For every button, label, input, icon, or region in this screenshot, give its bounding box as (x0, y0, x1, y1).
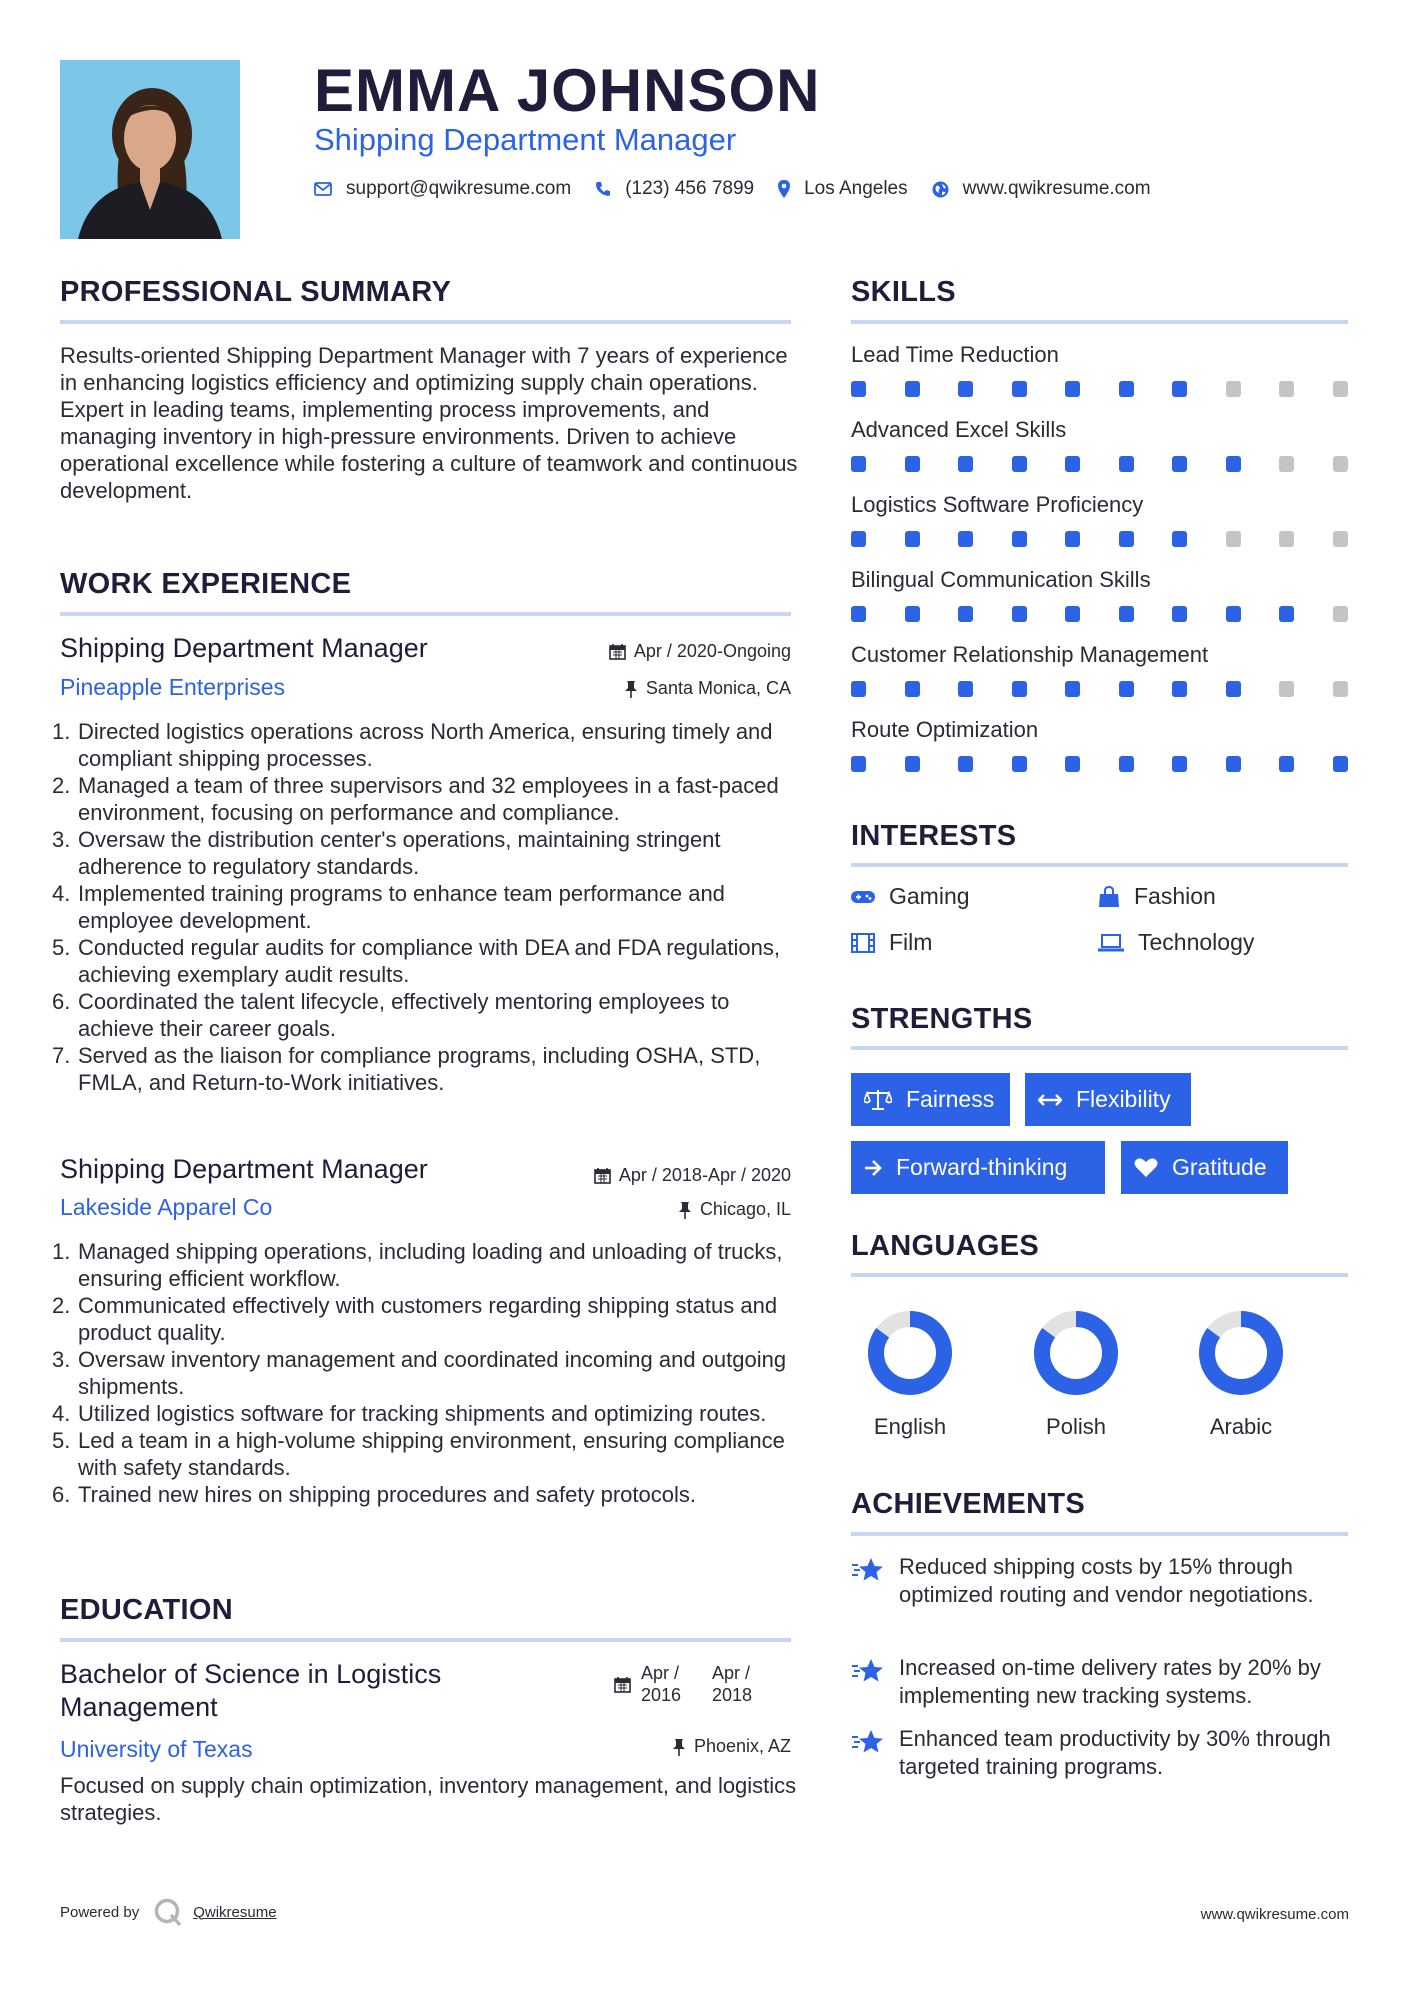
interest-label: Film (889, 929, 933, 955)
rating-dot-filled (1012, 531, 1027, 547)
job-location (520, 678, 791, 699)
list-item: 6. Trained new hires on shipping procedures and safety protocols. (52, 1482, 696, 1507)
rating-dot-filled (1065, 681, 1080, 697)
thumbtack-icon (678, 1201, 692, 1219)
language-name: Polish (1046, 1414, 1106, 1439)
rating-dot-filled (905, 606, 920, 622)
achievement-item (851, 1654, 1361, 1710)
job-dates (520, 641, 791, 662)
gamepad-icon (851, 889, 875, 905)
strengths-rule (851, 1046, 1348, 1050)
list-item: 5. Led a team in a high-volume shipping environment, ensuring compliance with safety standards. (52, 1428, 785, 1480)
contact-phone[interactable] (595, 178, 754, 200)
job-title: Shipping Department Manager (60, 633, 428, 663)
calendar-icon (609, 643, 626, 660)
edu-end-line: 2018 (712, 1685, 753, 1705)
footer-powered-by (60, 1897, 277, 1927)
rating-dot-empty (1226, 531, 1241, 547)
rating-dot-filled (1012, 456, 1027, 472)
skill-name: Customer Relationship Management (851, 642, 1209, 667)
rating-dot-filled (1012, 756, 1027, 772)
rating-dot-filled (851, 681, 866, 697)
rating-dot-filled (1012, 681, 1027, 697)
heart-icon (1134, 1157, 1158, 1178)
job-company: Pineapple Enterprises (60, 674, 286, 700)
job-bullets (48, 718, 808, 1096)
contact-location (778, 178, 908, 200)
phone-icon (595, 181, 611, 197)
language-proficiency-ring (867, 1310, 953, 1396)
degree-title-cont: Management (60, 1692, 218, 1722)
job-location (520, 1199, 791, 1220)
rating-dot-filled (1279, 606, 1294, 622)
skills-rule (851, 320, 1348, 324)
summary-heading: PROFESSIONAL SUMMARY (60, 276, 452, 308)
skills-heading: SKILLS (851, 276, 956, 308)
star-icon (851, 1553, 885, 1609)
experience-rule (60, 612, 791, 616)
strength-label: Forward-thinking (896, 1154, 1068, 1180)
edu-end-date (712, 1662, 752, 1706)
list-item: 1. Managed shipping operations, including loading and unloading of trucks, ensuring efficient workflow. (52, 1239, 783, 1291)
skill-name: Route Optimization (851, 717, 1039, 742)
rating-dot-filled (1012, 381, 1027, 397)
strength-label: Flexibility (1076, 1086, 1171, 1112)
skill-rating (851, 456, 1348, 472)
balance-scale-icon (864, 1089, 892, 1111)
edu-description: Focused on supply chain optimization, inventory management, and logistics strategies. (60, 1773, 797, 1825)
achievements-heading: ACHIEVEMENTS (851, 1488, 1086, 1520)
languages-rule (851, 1273, 1348, 1277)
skill-name: Logistics Software Proficiency (851, 492, 1144, 517)
edu-location-text: Phoenix, AZ (693, 1736, 791, 1756)
rating-dot-filled (1172, 681, 1187, 697)
strength-label: Fairness (906, 1086, 995, 1112)
rating-dot-empty (1333, 381, 1348, 397)
job-dates-text: Apr / 2018-Apr / 2020 (618, 1165, 791, 1185)
rating-dot-filled (905, 531, 920, 547)
interests-heading: INTERESTS (851, 820, 1017, 852)
rating-dot-empty (1226, 381, 1241, 397)
rating-dot-empty (1279, 531, 1294, 547)
list-item: 3. Oversaw inventory management and coordinated incoming and outgoing shipments. (52, 1347, 787, 1399)
language-proficiency-ring (1033, 1310, 1119, 1396)
rating-dot-filled (1119, 531, 1134, 547)
skill-name: Advanced Excel Skills (851, 417, 1067, 442)
language-item (1176, 1310, 1306, 1440)
rating-dot-filled (905, 456, 920, 472)
job-bullets (48, 1238, 808, 1508)
rating-dot-filled (1119, 381, 1134, 397)
powered-by-text: Powered by (60, 1903, 140, 1921)
contact-email[interactable] (314, 178, 571, 200)
rating-dot-filled (1119, 606, 1134, 622)
rating-dot-filled (1226, 606, 1241, 622)
strengths-heading: STRENGTHS (851, 1003, 1033, 1035)
rating-dot-empty (1279, 681, 1294, 697)
edu-start-line: Apr / (641, 1663, 680, 1683)
achievement-item (851, 1725, 1361, 1781)
summary-text: Results-oriented Shipping Department Manager with 7 years of experience in enhancing logistics efficiency and optimizing supply chain operations. Expert in leading teams, implementing process improvements, and managing inventory in high-pressure environments. Driven to achieve operational excellence while fostering a culture of teamwork and continuous development. (60, 343, 798, 503)
job-title: Shipping Department Manager (60, 1154, 428, 1184)
film-icon (851, 933, 875, 953)
thumbtack-icon (624, 680, 638, 698)
email-text: support@qwikresume.com (346, 178, 572, 199)
achievement-text: Reduced shipping costs by 15% through optimized routing and vendor negotiations. (899, 1554, 1314, 1607)
experience-heading: WORK EXPERIENCE (60, 568, 352, 600)
education-heading: EDUCATION (60, 1594, 233, 1626)
job-dates (520, 1165, 791, 1186)
job-location-text: Chicago, IL (699, 1199, 791, 1219)
interest-label: Fashion (1134, 883, 1216, 909)
rating-dot-filled (1226, 681, 1241, 697)
star-icon (851, 1725, 885, 1781)
skill-rating (851, 606, 1348, 622)
list-item: 5. Conducted regular audits for compliance with DEA and FDA regulations, achieving exemplary audit results. (52, 935, 780, 987)
rating-dot-filled (1172, 531, 1187, 547)
rating-dot-filled (1012, 606, 1027, 622)
rating-dot-filled (851, 531, 866, 547)
job-company: Lakeside Apparel Co (60, 1194, 273, 1220)
strength-chip (1121, 1141, 1288, 1194)
rating-dot-filled (1119, 456, 1134, 472)
rating-dot-filled (1065, 531, 1080, 547)
list-item: 3. Oversaw the distribution center's operations, maintaining stringent adherence to regulatory standards. (52, 827, 721, 879)
rating-dot-filled (1172, 456, 1187, 472)
rating-dot-filled (958, 456, 973, 472)
rating-dot-filled (958, 756, 973, 772)
achievements-rule (851, 1532, 1348, 1536)
shopping-bag-icon (1098, 886, 1120, 908)
website-text: www.qwikresume.com (962, 178, 1151, 199)
contact-website[interactable] (932, 178, 1151, 200)
interest-item (1098, 883, 1216, 910)
rating-dot-filled (851, 456, 866, 472)
interest-item (851, 883, 970, 910)
star-icon (851, 1654, 885, 1710)
degree-title: Bachelor of Science in Logistics (60, 1659, 442, 1689)
footer-website[interactable]: www.qwikresume.com (1200, 1906, 1349, 1923)
list-item: 4. Implemented training programs to enhance team performance and employee development. (52, 881, 725, 933)
rating-dot-filled (1119, 681, 1134, 697)
skill-rating (851, 756, 1348, 772)
rating-dot-filled (1333, 756, 1348, 772)
languages-heading: LANGUAGES (851, 1230, 1039, 1262)
profile-photo (60, 60, 240, 239)
rating-dot-filled (1065, 456, 1080, 472)
qwikresume-logo-icon (153, 1897, 183, 1927)
language-name: English (873, 1414, 947, 1439)
job-location-text: Santa Monica, CA (645, 678, 791, 698)
contact-bar (314, 178, 1175, 200)
rating-dot-empty (1333, 456, 1348, 472)
skill-name: Lead Time Reduction (851, 342, 1059, 367)
rating-dot-filled (851, 756, 866, 772)
rating-dot-empty (1333, 606, 1348, 622)
map-marker-icon (778, 180, 790, 198)
rating-dot-filled (1065, 381, 1080, 397)
qwikresume-link[interactable]: Qwikresume (193, 1903, 277, 1921)
list-item: 1. Directed logistics operations across North America, ensuring timely and compliant shipping processes. (52, 719, 773, 771)
rating-dot-filled (1065, 756, 1080, 772)
candidate-role: Shipping Department Manager (314, 122, 737, 157)
rating-dot-filled (958, 531, 973, 547)
skill-rating (851, 681, 1348, 697)
edu-location (520, 1736, 791, 1757)
strength-chip (851, 1141, 1105, 1194)
language-name: Arabic (1209, 1414, 1273, 1439)
achievement-text: Enhanced team productivity by 30% through targeted training programs. (899, 1726, 1331, 1779)
rating-dot-empty (1333, 681, 1348, 697)
rating-dot-filled (1279, 756, 1294, 772)
rating-dot-filled (905, 756, 920, 772)
edu-end-line: Apr / (712, 1663, 751, 1683)
thumbtack-icon (672, 1738, 686, 1756)
rating-dot-filled (958, 681, 973, 697)
location-text: Los Angeles (804, 178, 908, 199)
skill-rating (851, 381, 1348, 397)
phone-text: (123) 456 7899 (625, 178, 755, 199)
strength-label: Gratitude (1172, 1154, 1267, 1180)
arrow-right-icon (864, 1159, 882, 1177)
rating-dot-filled (958, 606, 973, 622)
strength-chip (851, 1073, 1010, 1126)
list-item: 4. Utilized logistics software for tracking shipments and optimizing routes. (52, 1401, 767, 1426)
globe-icon (932, 181, 949, 198)
education-rule (60, 1638, 791, 1642)
list-item: 2. Communicated effectively with customers regarding shipping status and product quality. (52, 1293, 778, 1345)
rating-dot-filled (905, 681, 920, 697)
edu-start-line: 2016 (641, 1685, 682, 1705)
interest-item (851, 929, 932, 956)
language-item (845, 1310, 975, 1440)
list-item: 7. Served as the liaison for compliance programs, including OSHA, STD, FMLA, and Return-to-Work initiatives. (52, 1043, 761, 1095)
list-item: 6. Coordinated the talent lifecycle, effectively mentoring employees to achieve their career goals. (52, 989, 730, 1041)
interest-item (1098, 929, 1254, 956)
achievement-item (851, 1553, 1361, 1609)
strength-chip (1025, 1073, 1191, 1126)
list-item: 2. Managed a team of three supervisors and 32 employees in a fast-paced environment, focusing on performance and compliance. (52, 773, 779, 825)
rating-dot-filled (1172, 606, 1187, 622)
interests-rule (851, 863, 1348, 867)
interest-label: Gaming (889, 883, 970, 909)
job-dates-text: Apr / 2020-Ongoing (633, 641, 791, 661)
candidate-name: EMMA JOHNSON (314, 57, 821, 124)
edu-start-date (641, 1662, 681, 1706)
rating-dot-empty (1333, 531, 1348, 547)
rating-dot-filled (905, 381, 920, 397)
calendar-icon (594, 1167, 611, 1184)
language-proficiency-ring (1198, 1310, 1284, 1396)
envelope-icon (314, 182, 332, 196)
arrows-horizontal-icon (1038, 1093, 1062, 1107)
rating-dot-empty (1279, 456, 1294, 472)
calendar-icon (614, 1676, 631, 1698)
rating-dot-filled (1065, 606, 1080, 622)
laptop-icon (1098, 934, 1124, 952)
school-name: University of Texas (60, 1736, 253, 1762)
summary-rule (60, 320, 791, 324)
rating-dot-filled (851, 381, 866, 397)
skill-rating (851, 531, 1348, 547)
rating-dot-empty (1279, 381, 1294, 397)
rating-dot-filled (1119, 756, 1134, 772)
interest-label: Technology (1138, 929, 1255, 955)
language-item (1011, 1310, 1141, 1440)
skill-name: Bilingual Communication Skills (851, 567, 1151, 592)
rating-dot-filled (1226, 456, 1241, 472)
rating-dot-filled (958, 381, 973, 397)
rating-dot-filled (1226, 756, 1241, 772)
rating-dot-filled (1172, 756, 1187, 772)
rating-dot-filled (1172, 381, 1187, 397)
rating-dot-filled (851, 606, 866, 622)
achievement-text: Increased on-time delivery rates by 20% by implementing new tracking systems. (899, 1655, 1321, 1708)
